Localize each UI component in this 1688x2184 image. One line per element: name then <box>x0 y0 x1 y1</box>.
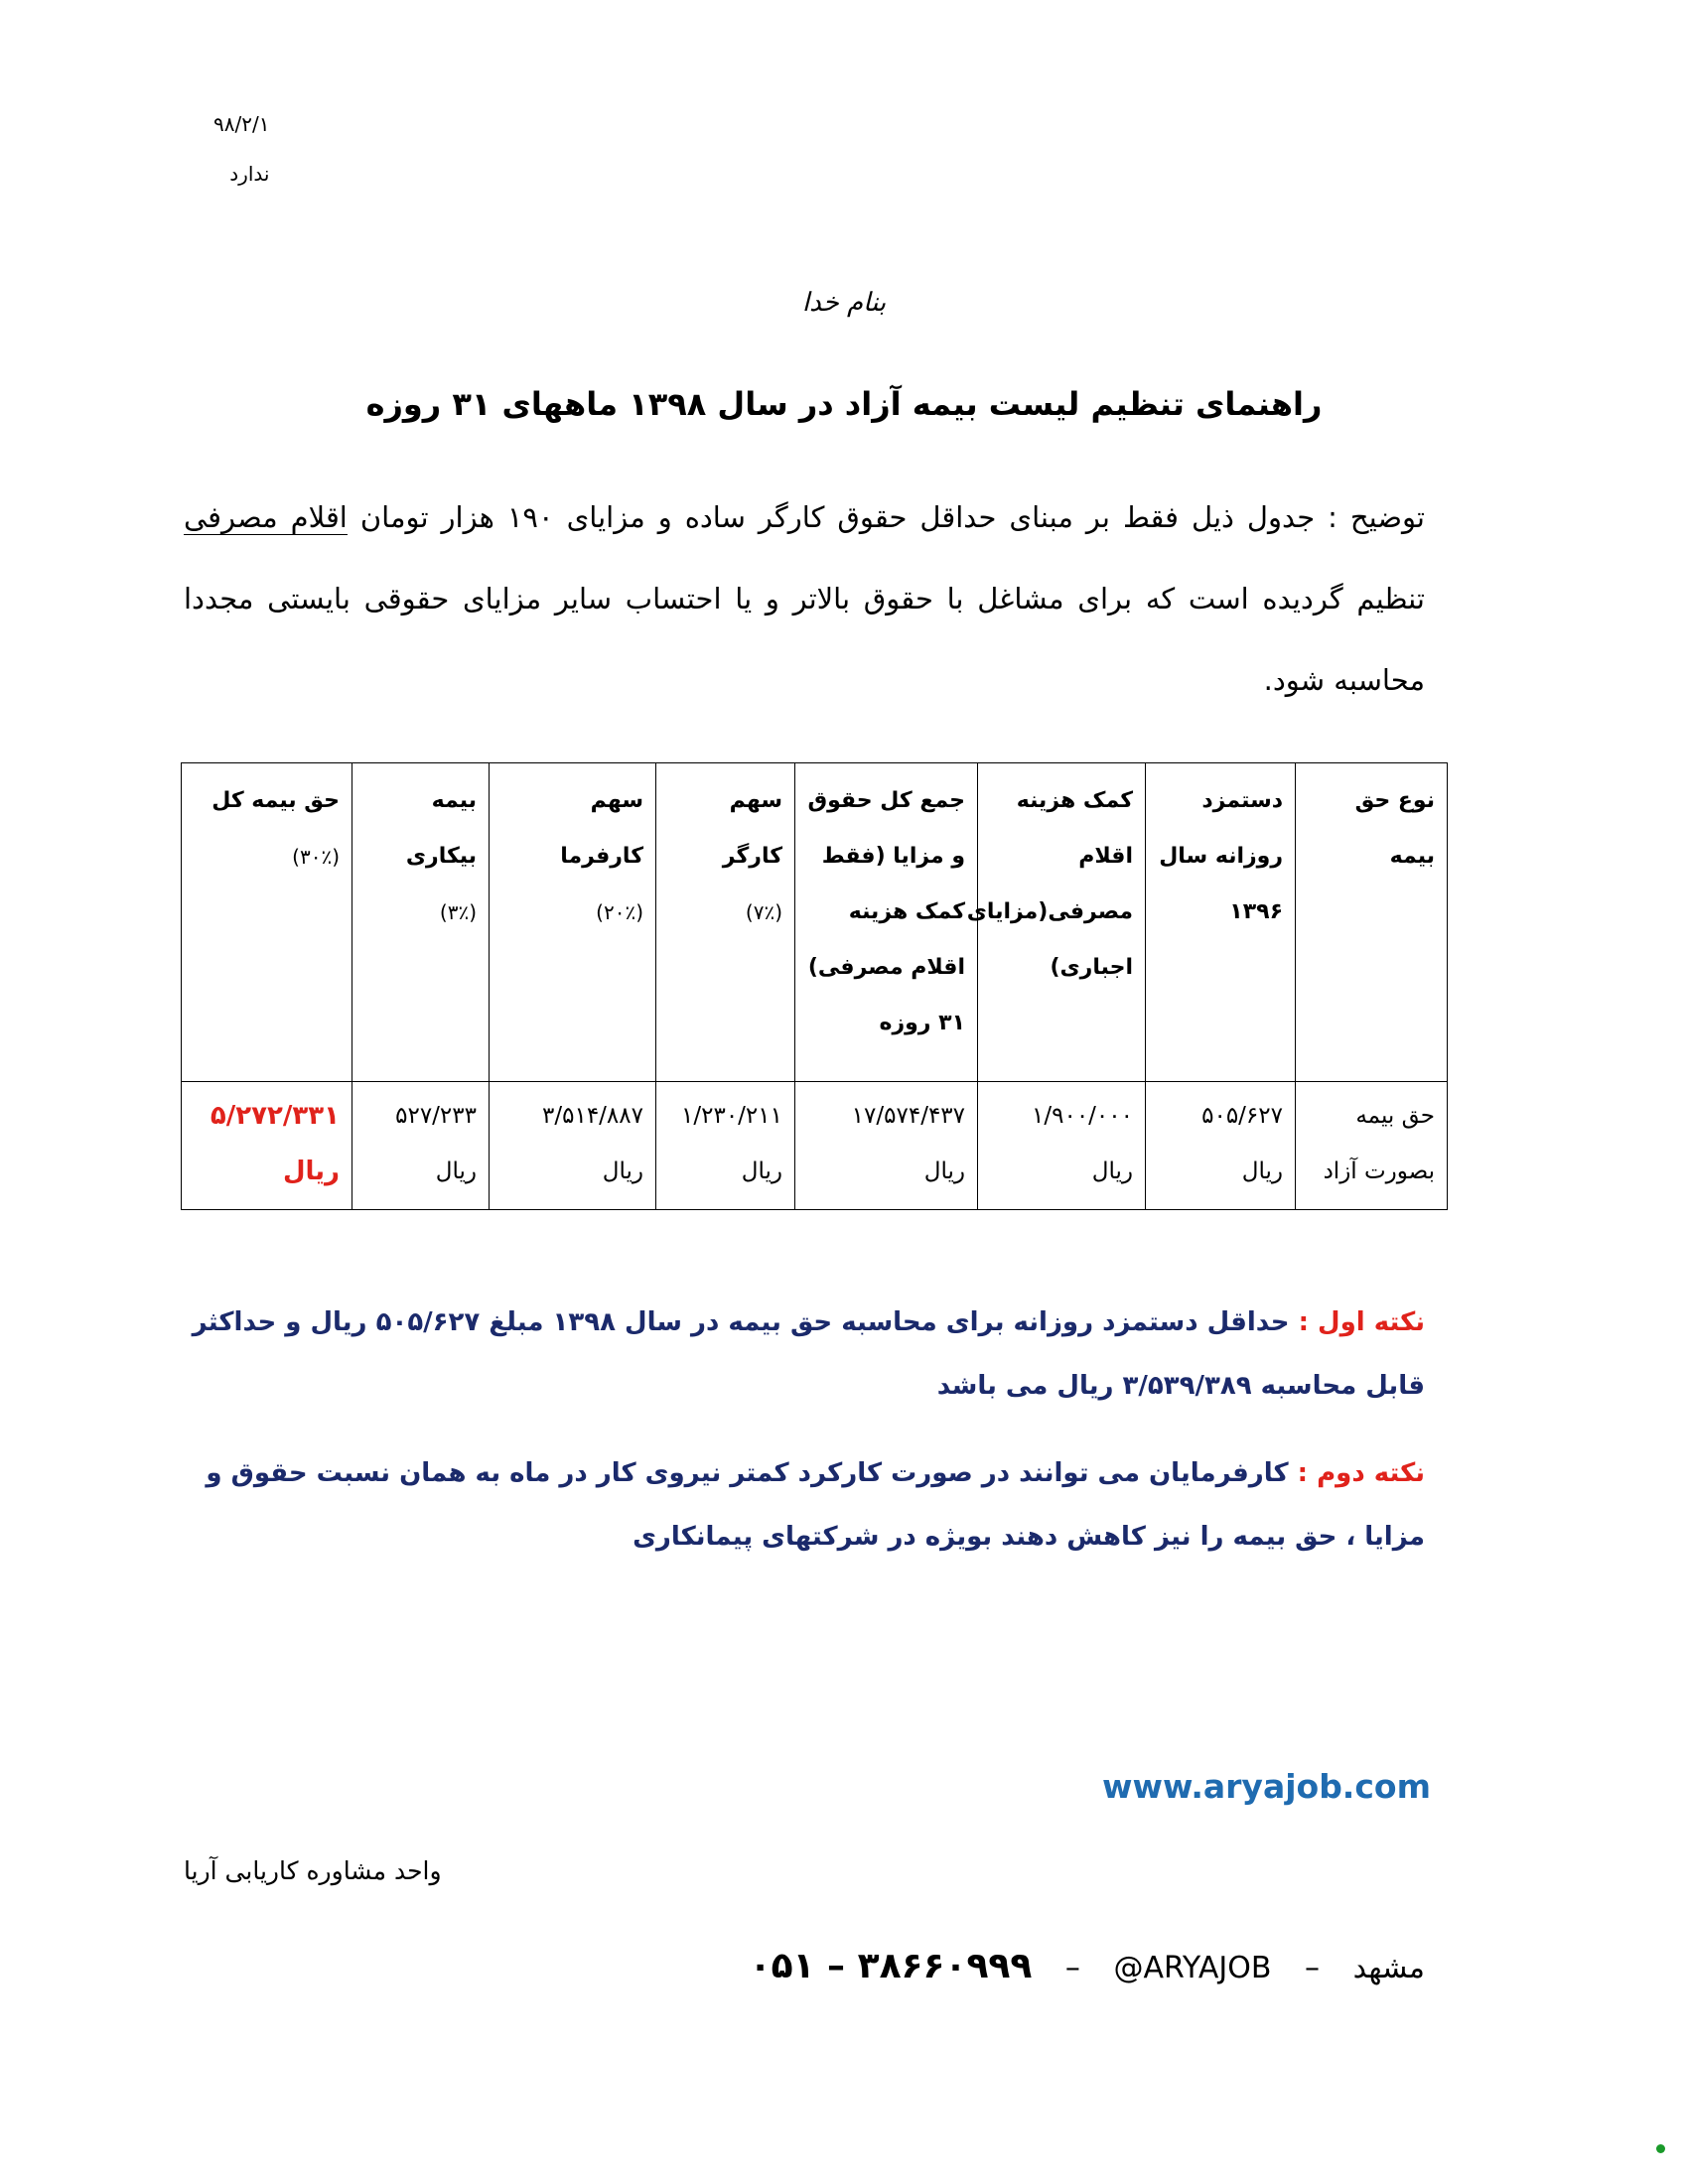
description-paragraph <box>184 477 1425 721</box>
note-second <box>184 1441 1425 1569</box>
contact-handle[interactable]: @ARYAJOB <box>1113 1951 1272 1985</box>
insurance-table <box>181 762 1448 1210</box>
table-row <box>182 1082 1448 1210</box>
document-meta <box>213 99 269 199</box>
cell-daily-wage: ۵۰۵/۶۲۷ ریال <box>1146 1082 1296 1210</box>
header-consumer-allowance: کمک هزینه اقلام مصرفی(مزایای اجباری) <box>978 763 1146 1082</box>
contact-line <box>0 1946 1425 1986</box>
document-number: ندارد <box>229 162 270 186</box>
header-employer-share: سهم کارفرما (۲۰٪) <box>490 763 656 1082</box>
bismillah-heading: بنام خدا <box>801 288 887 318</box>
cell-total-salary: ۱۷/۵۷۴/۴۳۷ ریال <box>795 1082 978 1210</box>
header-total-salary: جمع کل حقوق و مزایا (فقط کمک هزینه اقلام مصرفی) ۳۱ روزه <box>795 763 978 1082</box>
description-lead: توضیح : جدول ذیل فقط بر مبنای حداقل حقوق کارگر ساده و مزایای ۱۹۰ هزار تومان <box>347 500 1425 534</box>
note-first-text: حداقل دستمزد روزانه برای محاسبه حق بیمه در سال ۱۳۹۸ مبلغ ۵۰۵/۶۲۷ ریال و حداکثر قابل محاسبه ۳/۵۳۹/۳۸۹ ریال می باشد <box>192 1307 1425 1401</box>
cell-total-insurance: ۵/۲۷۲/۳۳۱ ریال <box>182 1082 352 1210</box>
cell-consumer-allowance: ۱/۹۰۰/۰۰۰ ریال <box>978 1082 1146 1210</box>
note-first <box>184 1291 1425 1418</box>
contact-separator-2: – <box>1064 1951 1080 1985</box>
header-worker-share: سهم کارگر (۷٪) <box>656 763 795 1082</box>
header-daily-wage: دستمزد روزانه سال ۱۳۹۶ <box>1146 763 1296 1082</box>
cell-unemployment-insurance: ۵۲۷/۲۳۳ ریال <box>352 1082 490 1210</box>
cell-worker-share: ۱/۲۳۰/۲۱۱ ریال <box>656 1082 795 1210</box>
header-total-insurance: حق بیمه کل (۳۰٪) <box>182 763 352 1082</box>
note-second-text: کارفرمایان می توانند در صورت کارکرد کمتر نیروی کار در ماه به همان نسبت حقوق و مزایا ، حق بیمه را نیز کاهش دهند بویژه در شرکتهای پیمانکاری <box>206 1458 1425 1552</box>
cell-insurance-type: حق بیمه بصورت آزاد <box>1296 1082 1448 1210</box>
document-date: ۹۸/۲/۱ <box>213 112 270 136</box>
description-underlined: اقلام مصرفی <box>184 500 348 534</box>
contact-city: مشهد <box>1352 1951 1425 1985</box>
table-header-row <box>182 763 1448 1082</box>
cell-employer-share: ۳/۵۱۴/۸۸۷ ریال <box>490 1082 656 1210</box>
green-dot-icon <box>1656 2144 1665 2153</box>
note-second-label: نکته دوم : <box>1297 1458 1425 1488</box>
header-unemployment-insurance: بیمه بیکاری (۳٪) <box>352 763 490 1082</box>
header-insurance-type: نوع حق بیمه <box>1296 763 1448 1082</box>
consulting-unit-name: واحد مشاوره کاریابی آریا <box>184 1856 442 1885</box>
contact-phone[interactable]: ۰۵۱ – ۳۸۶۶۰۹۹۹ <box>749 1946 1033 1986</box>
page-title: راهنمای تنظیم لیست بیمه آزاد در سال ۱۳۹۸ ماههای ۳۱ روزه <box>365 385 1323 423</box>
contact-separator: – <box>1305 1951 1321 1985</box>
website-link[interactable]: www.aryajob.com <box>1102 1767 1431 1806</box>
note-first-label: نکته اول : <box>1298 1307 1425 1337</box>
description-rest: تنظیم گردیده است که برای مشاغل با حقوق بالاتر و یا احتساب سایر مزایای حقوقی بایستی مجددا محاسبه شود. <box>184 582 1425 697</box>
